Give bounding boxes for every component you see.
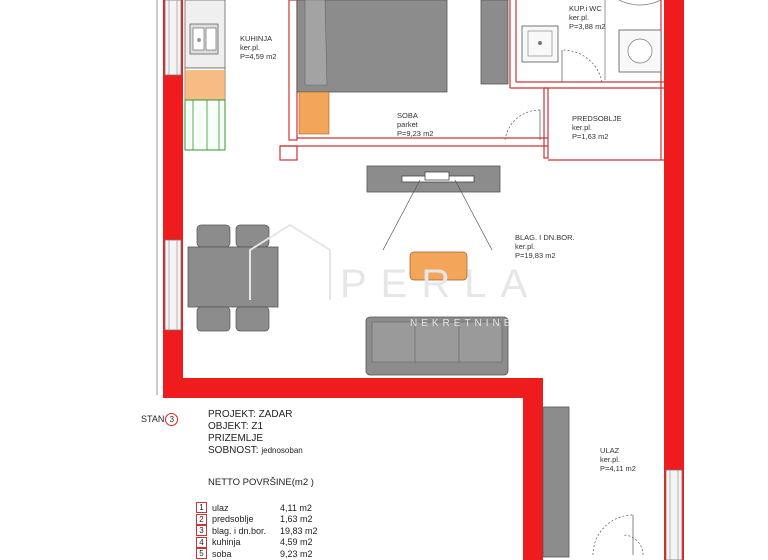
area-name: predsoblje <box>212 514 254 525</box>
area-value: 1,63 m2 <box>280 514 313 525</box>
project-object: OBJEKT: Z1 <box>208 421 264 432</box>
stan-label <box>141 413 178 426</box>
stan-number: 3 <box>165 413 178 426</box>
area-row <box>196 502 328 514</box>
tv-unit <box>367 166 500 250</box>
project-sobnost-value: jednosoban <box>261 446 303 455</box>
area-number: 1 <box>196 502 207 513</box>
areas-table <box>196 502 328 560</box>
watermark-sub: NEKRETNINE <box>410 318 515 329</box>
room-area: P=4,59 m2 <box>240 52 277 61</box>
area-row <box>196 537 328 549</box>
area-number: 4 <box>196 537 207 548</box>
area-name: blag. i dn.bor. <box>212 525 267 536</box>
area-number: 3 <box>196 525 207 536</box>
entrance-cabinet <box>543 407 569 557</box>
room-area: P=1,63 m2 <box>572 132 609 141</box>
room-name: SOBA <box>397 111 418 120</box>
room-label-kuhinja <box>240 34 276 61</box>
project-sobnost-label: SOBNOST: <box>208 445 259 456</box>
room-floor: ker.pl. <box>240 43 261 52</box>
window-right <box>666 470 682 560</box>
room-name: ULAZ <box>600 446 620 455</box>
kitchen-counter <box>185 0 225 150</box>
area-name: kuhinja <box>212 537 241 548</box>
room-label-soba <box>397 111 433 138</box>
area-row <box>196 514 328 526</box>
room-floor: ker.pl. <box>572 123 593 132</box>
wardrobe <box>481 0 508 84</box>
area-value: 4,11 m2 <box>280 502 312 513</box>
area-number: 2 <box>196 514 207 525</box>
room-area: P=9,23 m2 <box>397 129 434 138</box>
room-area: P=19,83 m2 <box>515 251 556 260</box>
room-floor: ker.pl. <box>515 242 536 251</box>
netto-title: NETTO POVRŠINE(m2 ) <box>208 477 314 488</box>
project-floor: PRIZEMLJE <box>208 433 264 444</box>
room-floor: ker.pl. <box>569 13 590 22</box>
room-area: P=3,88 m2 <box>569 22 606 31</box>
project-info <box>208 409 303 457</box>
room-name: PREDSOBLJE <box>572 114 622 123</box>
area-value: 19,83 m2 <box>280 525 318 536</box>
room-label-blag <box>515 233 575 260</box>
area-number: 5 <box>196 548 207 559</box>
room-name: KUHINJA <box>240 34 273 43</box>
room-label-ulaz <box>600 446 636 473</box>
room-name: BLAG. I DN.BOR. <box>515 233 575 242</box>
stan-text: STAN <box>141 414 165 424</box>
area-value: 4,59 m2 <box>280 537 313 548</box>
area-row <box>196 548 328 560</box>
room-floor: ker.pl. <box>600 455 621 464</box>
project-name: PROJEKT: ZADAR <box>208 409 293 420</box>
area-row <box>196 525 328 537</box>
room-floor: parket <box>397 120 418 129</box>
area-name: soba <box>212 548 232 559</box>
room-label-kupwc <box>569 4 605 31</box>
watermark-brand: PERLA <box>340 262 542 306</box>
room-area: P=4,11 m2 <box>600 464 636 473</box>
area-value: 9,23 m2 <box>280 548 313 559</box>
area-name: ulaz <box>212 502 229 513</box>
room-name: KUP.i WC <box>569 4 602 13</box>
room-label-predsoblje <box>572 114 622 141</box>
